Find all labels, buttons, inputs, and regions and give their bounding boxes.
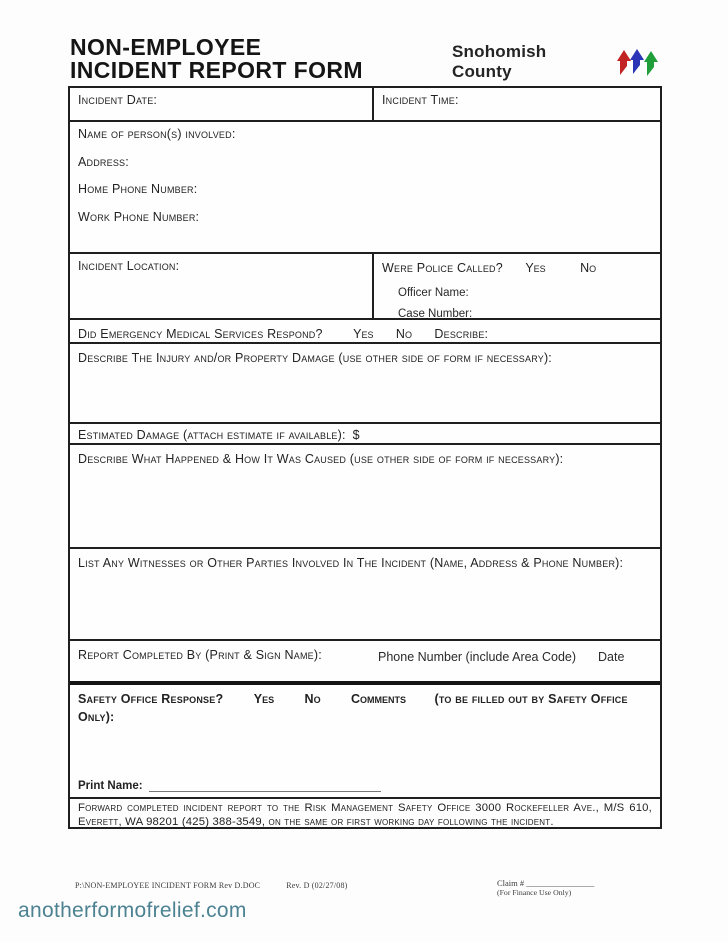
county-logo-icon <box>616 49 662 82</box>
safety-no-option[interactable]: No <box>304 692 321 706</box>
estimated-damage-input-area[interactable] <box>360 428 652 442</box>
ems-no-option[interactable]: No <box>395 327 412 341</box>
incident-report-form <box>68 86 662 829</box>
brand-name: Snohomish County <box>452 42 614 89</box>
finance-use-note: (For Finance Use Only) <box>497 888 572 897</box>
person-name-label: Name of person(s) involved: <box>78 127 236 141</box>
row-what-happened <box>70 443 660 547</box>
forward-instruction-text: Forward completed incident report to the Risk Management Safety Office 3000 Rockefeller Ave., M/S 610, Everett, WA 98201 (425) 388-3549, on the same or first working day following the incident. <box>78 802 652 828</box>
safety-office-note: (to be filled out by Safety Office Only): <box>78 692 628 724</box>
police-called-question: Were Police Called? <box>382 261 503 275</box>
incident-location-cell <box>70 254 372 318</box>
row-safety-office <box>70 681 660 797</box>
completed-by-input-area[interactable] <box>72 665 658 679</box>
ems-question: Did Emergency Medical Services Respond? <box>78 327 323 341</box>
work-phone-input-area[interactable] <box>199 210 652 238</box>
person-address-input-area[interactable] <box>129 155 652 183</box>
claim-block <box>497 878 594 898</box>
incident-time-cell <box>372 88 660 120</box>
row-location-police <box>70 252 660 318</box>
witnesses-label: List Any Witnesses or Other Parties Involved In The Incident (Name, Address & Phone Number): <box>78 556 624 570</box>
police-no-option[interactable]: No <box>580 261 597 275</box>
print-name-line[interactable] <box>149 781 381 792</box>
incident-date-cell <box>70 88 372 120</box>
footer-file-reference <box>75 881 348 890</box>
witnesses-input-area[interactable] <box>72 573 658 637</box>
incident-location-input-area[interactable] <box>179 259 364 313</box>
what-happened-input-area[interactable] <box>72 469 658 545</box>
injury-description-label: Describe The Injury and/or Property Damage (use other side of form if necessary): <box>78 351 552 365</box>
row-witnesses <box>70 547 660 639</box>
date-label: Date <box>598 650 625 664</box>
revision-text: Rev. D (02/27/08) <box>286 881 348 890</box>
safety-yes-option[interactable]: Yes <box>253 692 275 706</box>
ems-describe-label: Describe: <box>434 327 489 341</box>
currency-sign: $ <box>352 428 360 442</box>
work-phone-label: Work Phone Number: <box>78 209 200 224</box>
file-path: P:\NON-EMPLOYEE INCIDENT FORM Rev D.DOC <box>75 881 261 890</box>
page-title <box>70 36 363 82</box>
row-completed-by <box>70 639 660 681</box>
incident-time-input-area[interactable] <box>459 93 652 115</box>
incident-date-input-area[interactable] <box>157 93 364 115</box>
incident-location-label: Incident Location: <box>78 259 180 273</box>
person-address-label: Address: <box>78 154 129 169</box>
row-ems <box>70 318 660 342</box>
what-happened-label: Describe What Happened & How It Was Caused (use other side of form if necessary): <box>78 452 564 466</box>
claim-number-label: Claim # ________________ <box>497 878 595 888</box>
safety-comments-option[interactable]: Comments <box>351 692 407 706</box>
incident-date-label: Incident Date: <box>78 93 158 107</box>
title-line-1: NON-EMPLOYEE <box>70 34 262 60</box>
safety-comments-input-area[interactable] <box>72 711 658 771</box>
row-forward-instruction <box>70 797 660 827</box>
incident-time-label: Incident Time: <box>382 93 459 107</box>
row-estimated-damage <box>70 422 660 443</box>
home-phone-label: Home Phone Number: <box>78 182 198 196</box>
completed-by-label: Report Completed By (Print & Sign Name): <box>78 648 322 662</box>
phone-number-label: Phone Number (include Area Code) <box>378 650 577 664</box>
print-name-label: Print Name: <box>78 780 143 792</box>
row-person-involved <box>70 120 660 252</box>
ems-yes-option[interactable]: Yes <box>353 327 374 341</box>
officer-name-label: Officer Name: <box>398 287 469 299</box>
title-line-2: INCIDENT REPORT FORM <box>70 57 363 83</box>
case-number-label: Case Number: <box>398 308 473 320</box>
safety-office-question: Safety Office Response? <box>78 692 224 706</box>
home-phone-input-area[interactable] <box>197 182 652 210</box>
injury-description-input-area[interactable] <box>72 368 658 420</box>
row-incident-date-time <box>70 88 660 120</box>
police-yes-option[interactable]: Yes <box>525 261 546 275</box>
brand-header <box>452 42 662 89</box>
police-cell <box>372 254 660 318</box>
estimated-damage-label: Estimated Damage (attach estimate if available): <box>78 428 346 442</box>
watermark-text: anotherformofrelief.com <box>18 899 247 922</box>
person-name-input-area[interactable] <box>236 127 652 155</box>
row-injury-description <box>70 342 660 422</box>
